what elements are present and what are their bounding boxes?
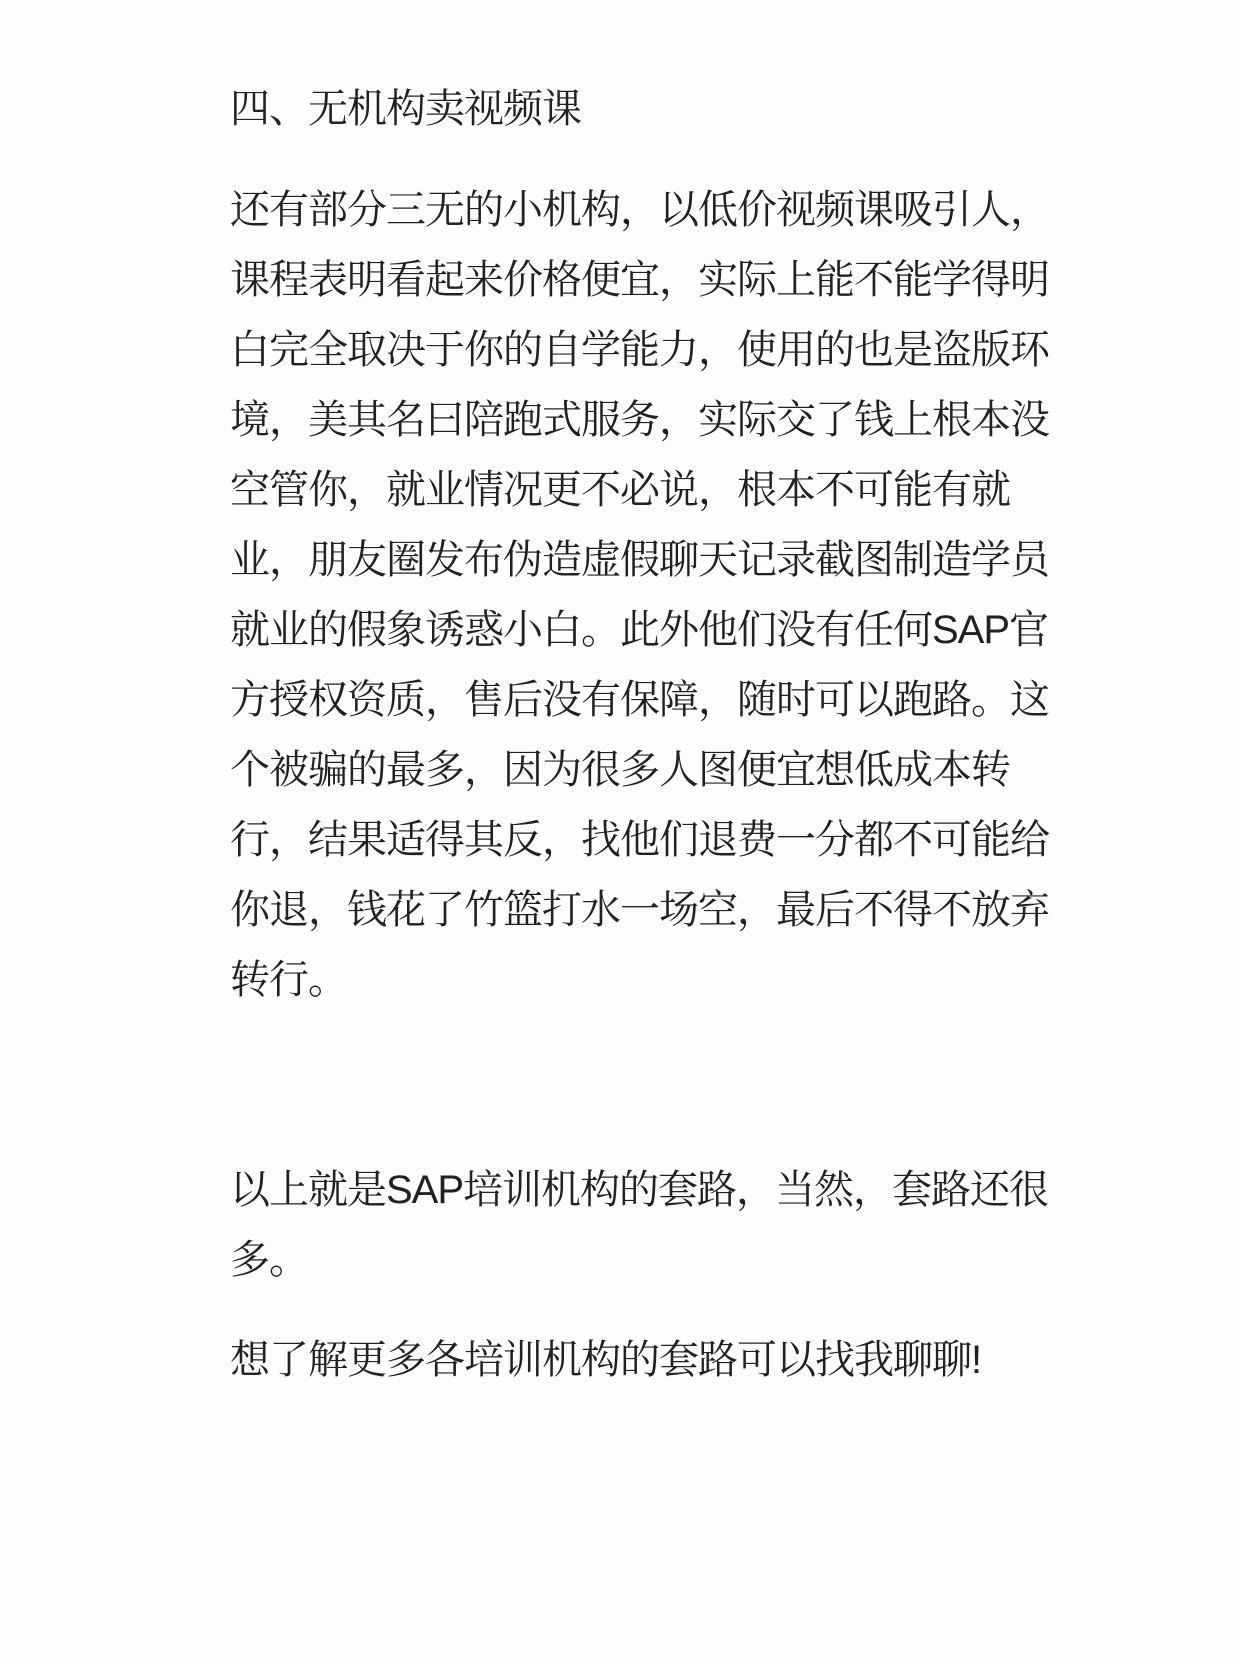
text-line: 转行。 [230, 958, 347, 1002]
paragraph-body [230, 175, 1242, 1015]
text-line: 你退，钱花了竹篮打水一场空，最后不得不放弃 [230, 888, 1049, 932]
text-line: 想了解更多各培训机构的套路可以找我聊聊! [230, 1338, 982, 1382]
text-line: 行，结果适得其反，找他们退费一分都不可能给 [230, 818, 1049, 862]
text-line: 方授权资质，售后没有保障，随时可以跑路。这 [230, 678, 1049, 722]
text-line: 多。 [230, 1238, 308, 1282]
paragraph-summary [230, 1155, 1242, 1295]
text-line: 白完全取决于你的自学能力，使用的也是盗版环 [230, 328, 1049, 372]
text-line: 就业的假象诱惑小白。此外他们没有任何SAP官 [230, 608, 1049, 652]
text-line: 课程表明看起来价格便宜，实际上能不能学得明 [230, 258, 1049, 302]
text-line: 个被骗的最多，因为很多人图便宜想低成本转 [230, 748, 1010, 792]
section-heading-text: 四、无机构卖视频课 [230, 87, 581, 131]
text-line: 空管你，就业情况更不必说，根本不可能有就 [230, 468, 1010, 512]
text-line: 以上就是SAP培训机构的套路，当然，套路还很 [230, 1168, 1049, 1212]
text-line: 业，朋友圈发布伪造虚假聊天记录截图制造学员 [230, 538, 1049, 582]
section-heading [230, 85, 1242, 133]
text-line: 还有部分三无的小机构，以低价视频课吸引人， [230, 188, 1049, 232]
text-line: 境，美其名曰陪跑式服务，实际交了钱上根本没 [230, 398, 1049, 442]
paragraph-cta [230, 1325, 1242, 1395]
